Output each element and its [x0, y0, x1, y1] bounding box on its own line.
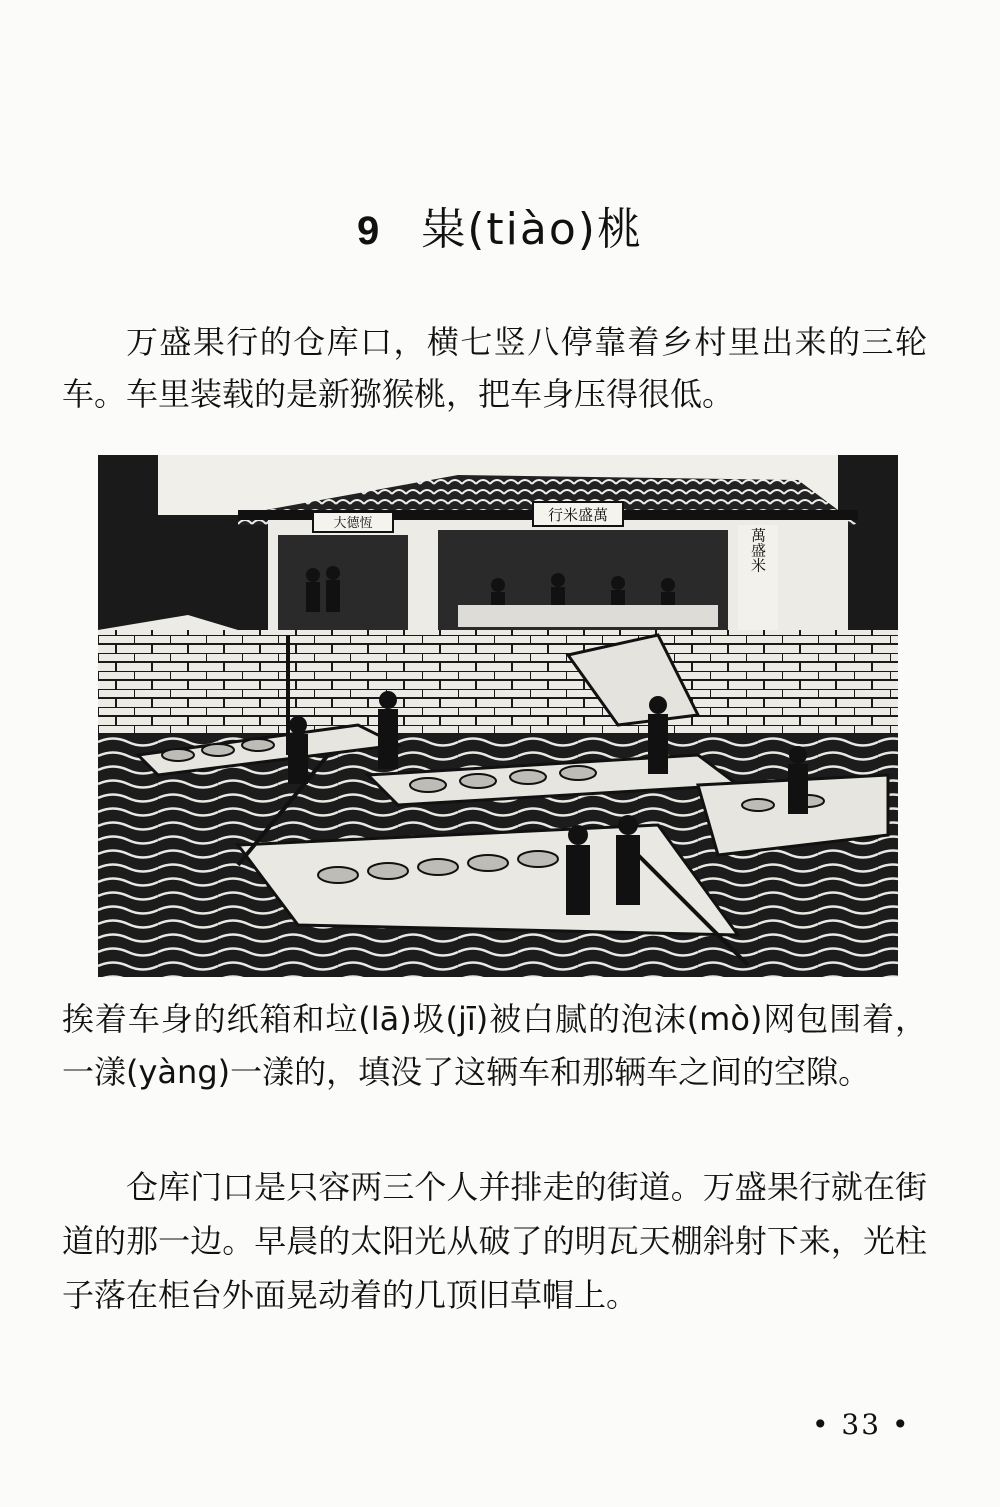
- harbor-scene-image: [98, 455, 898, 977]
- sign-wansheng-rice: 行米盛萬: [547, 506, 609, 524]
- paragraph-3: 仓库门口是只容两三个人并排走的街道。万盛果行就在街道的那一边。早晨的太阳光从破了的明瓦天棚斜射下来，光柱子落在柜台外面晃动着的几顶旧草帽上。: [62, 1168, 927, 1314]
- sign-vertical: 萬盛米: [749, 527, 767, 573]
- paragraph-2: 挨着车身的纸箱和垃(lā)圾(jī)被白腻的泡沫(mò)网包围着，一漾(yàng)一漾的，填没了这辆车和那辆车之间的空隙。: [62, 1000, 927, 1091]
- page-number: • 33 •: [812, 1408, 911, 1441]
- woodcut-illustration: [98, 455, 898, 977]
- lesson-title: [0, 200, 1000, 261]
- sign-dade: 大德恆: [333, 516, 373, 531]
- lesson-number: 9: [357, 209, 382, 253]
- paragraph-1: 万盛果行的仓库口，横七竖八停靠着乡村里出来的三轮车。车里装载的是新猕猴桃，把车身压得很低。: [62, 323, 927, 413]
- lesson-title-text: 粜(tiào)桃: [421, 204, 643, 255]
